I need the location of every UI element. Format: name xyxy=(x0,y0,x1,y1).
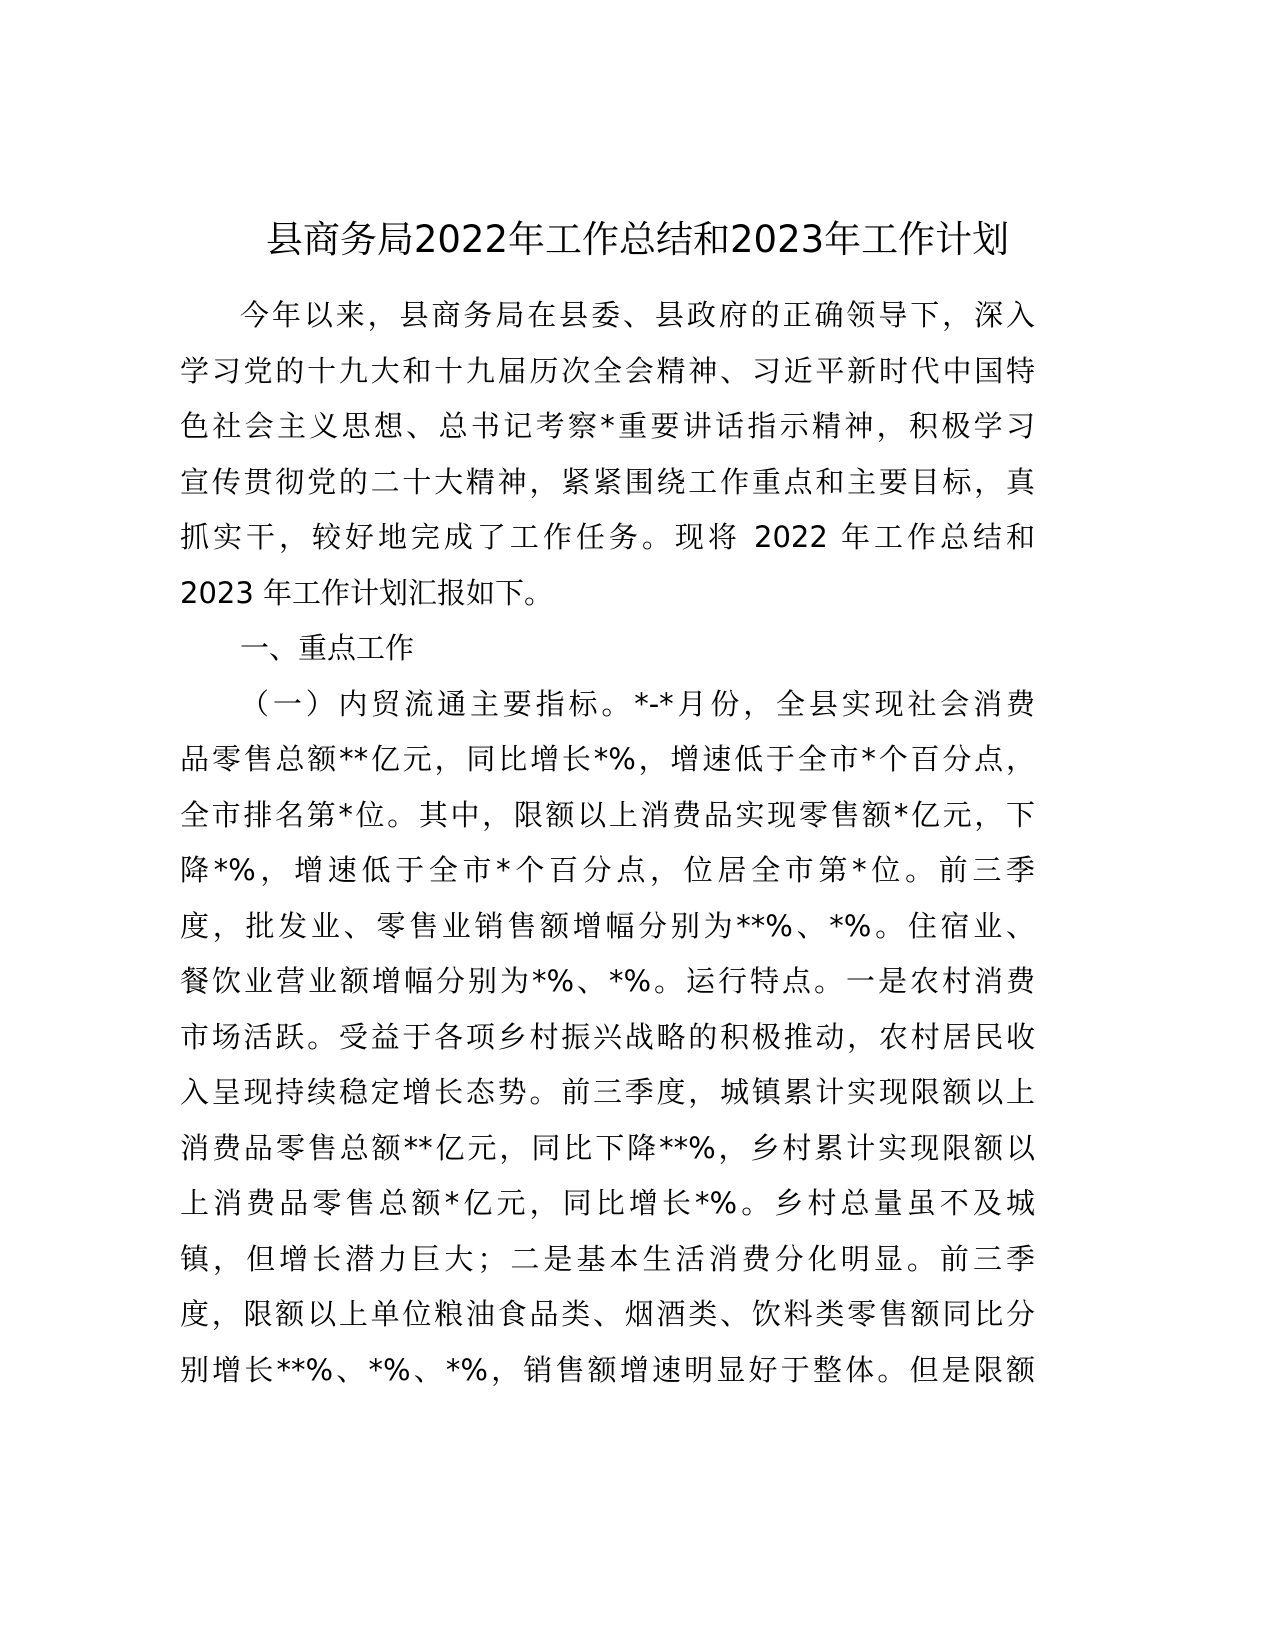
paragraph-line: 色社会主义思想、总书记考察*重要讲话指示精神，积极学习 xyxy=(180,409,1035,443)
paragraph-line: 降*%，增速低于全市*个百分点，位居全市第*位。前三季 xyxy=(180,853,1035,887)
paragraph-line: 镇，但增长潜力巨大；二是基本生活消费分化明显。前三季 xyxy=(180,1241,1035,1276)
paragraph-line: 入呈现持续稳定增长态势。前三季度，城镇累计实现限额以上 xyxy=(180,1075,1035,1109)
document-title: 县商务局2022年工作总结和2023年工作计划 xyxy=(265,218,1010,261)
document-body xyxy=(180,288,1040,1398)
section-1-paragraph xyxy=(180,677,1040,1399)
paragraph-line: 消费品零售总额**亿元，同比下降**%，乡村累计实现限额以 xyxy=(180,1130,1035,1165)
paragraph-line: 2023 年工作计划汇报如下。 xyxy=(180,575,554,610)
paragraph-line: 餐饮业营业额增幅分别为*%、*%。运行特点。一是农村消费 xyxy=(180,964,1035,998)
intro-paragraph xyxy=(180,288,1040,621)
paragraph-line: 抓实干，较好地完成了工作任务。现将 2022 年工作总结和 xyxy=(180,520,1035,554)
paragraph-line: 全市排名第*位。其中，限额以上消费品实现零售额*亿元，下 xyxy=(180,797,1035,832)
paragraph-line: 宣传贯彻党的二十大精神，紧紧围绕工作重点和主要目标，真 xyxy=(180,464,1035,499)
paragraph-line: 学习党的十九大和十九届历次全会精神、习近平新时代中国特 xyxy=(180,353,1035,388)
paragraph-line: （一）内贸流通主要指标。*-*月份，全县实现社会消费 xyxy=(240,686,1035,721)
paragraph-line: 别增长**%、*%、*%，销售额增速明显好于整体。但是限额 xyxy=(180,1352,1035,1387)
paragraph-line: 市场活跃。受益于各项乡村振兴战略的积极推动，农村居民收 xyxy=(180,1019,1035,1054)
section-heading: 一、重点工作 xyxy=(240,631,415,665)
paragraph-line: 上消费品零售总额*亿元，同比增长*%。乡村总量虽不及城 xyxy=(180,1186,1035,1220)
paragraph-line: 度，批发业、零售业销售额增幅分别为**%、*%。住宿业、 xyxy=(180,908,1035,943)
paragraph-line: 品零售总额**亿元，同比增长*%，增速低于全市*个百分点， xyxy=(180,742,1035,776)
paragraph-line: 今年以来，县商务局在县委、县政府的正确领导下，深入 xyxy=(240,298,1035,332)
paragraph-line: 度，限额以上单位粮油食品类、烟酒类、饮料类零售额同比分 xyxy=(180,1297,1035,1331)
